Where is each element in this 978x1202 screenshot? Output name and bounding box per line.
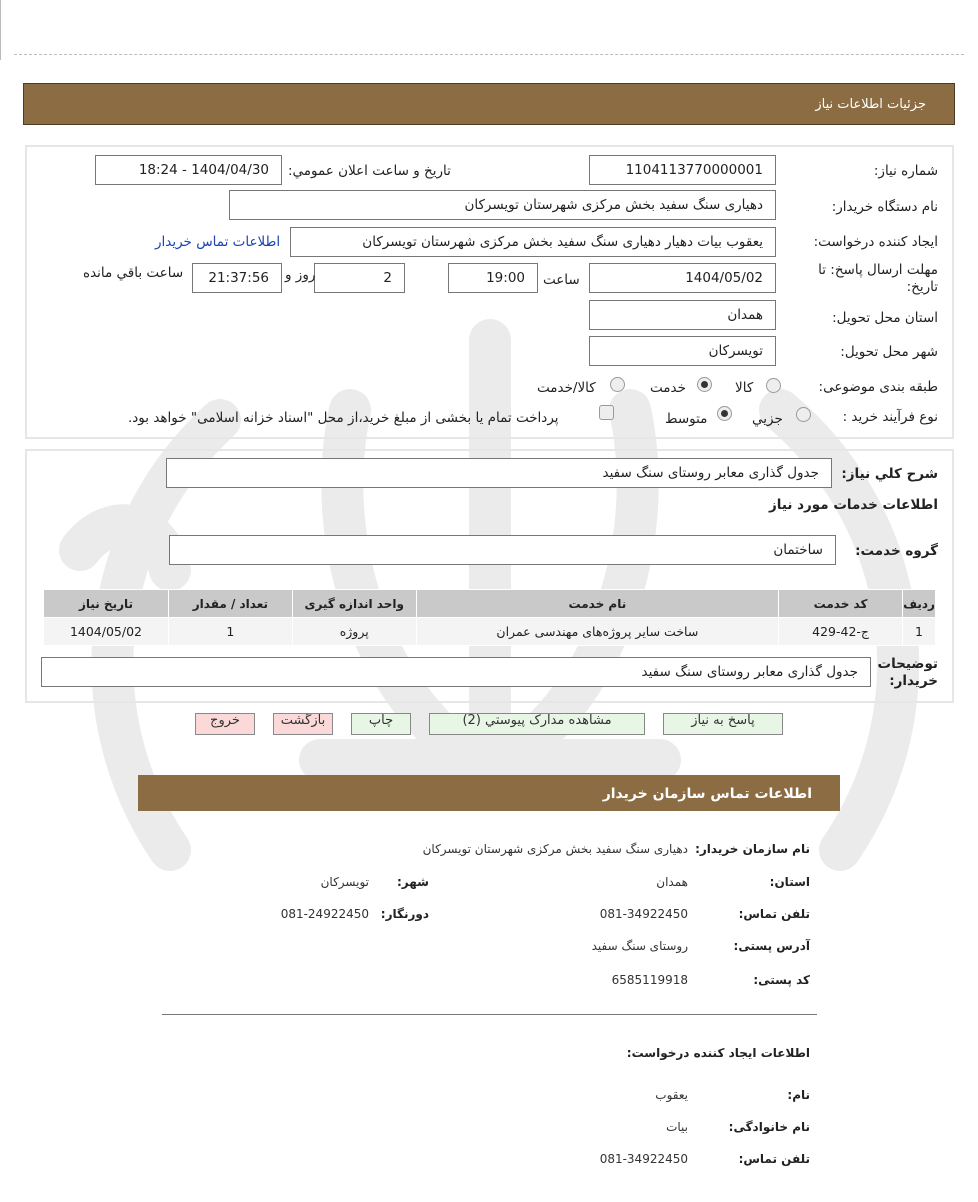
details-header: جزئیات اطلاعات نیاز xyxy=(23,83,955,125)
need-number-field: 1104113770000001 xyxy=(589,155,776,185)
creator-phone-value: 081-34922450 xyxy=(599,1152,688,1166)
col-quantity: تعداد / مقدار xyxy=(168,590,292,618)
services-table xyxy=(43,589,936,646)
deadline-time-field: 19:00 xyxy=(448,263,538,293)
city-label: شهر محل تحویل: xyxy=(840,344,938,360)
view-attachments-button[interactable]: مشاهده مدارک پیوستي (2) xyxy=(429,713,645,735)
services-section-title: اطلاعات خدمات مورد نیاز xyxy=(768,497,938,513)
days-label: روز و xyxy=(285,267,316,283)
contact-org-label: نام سازمان خریدار: xyxy=(695,842,810,856)
cell-row-number: 1 xyxy=(903,618,936,646)
process-radio-medium[interactable] xyxy=(717,406,732,421)
deadline-label-line1: مهلت ارسال پاسخ: تا xyxy=(818,262,938,278)
process-radio-minor[interactable] xyxy=(796,407,811,422)
province-field: همدان xyxy=(589,300,776,330)
creator-field: یعقوب بیات دهیار دهیاری سنگ سفید بخش مرکزی شهرستان تویسرکان xyxy=(290,227,776,257)
contact-phone-label: تلفن تماس: xyxy=(738,907,810,921)
buyer-org-label: نام دستگاه خریدار: xyxy=(831,199,938,215)
category-option-goods-service: کالا/خدمت xyxy=(537,380,596,396)
top-left-rule xyxy=(0,0,1,60)
col-need-date: تاریخ نیاز xyxy=(44,590,169,618)
cell-service-code: ج-42-429 xyxy=(779,618,903,646)
need-number-label: شماره نیاز: xyxy=(873,163,938,179)
creator-phone-label: تلفن تماس: xyxy=(738,1152,810,1166)
contact-address-label: آدرس پستی: xyxy=(733,939,810,953)
contact-city-label: شهر: xyxy=(397,875,429,889)
category-label: طبقه بندی موضوعی: xyxy=(818,379,938,395)
summary-field: جدول گذاری معابر روستای سنگ سفید xyxy=(166,458,832,488)
contact-fax-value: 081-24922450 xyxy=(280,907,369,921)
announce-datetime-label: تاریخ و ساعت اعلان عمومي: xyxy=(288,163,451,179)
creator-first-name-label: نام: xyxy=(787,1088,810,1102)
treasury-payment-note: پرداخت تمام یا بخشی از مبلغ خرید،از محل "اسناد خزانه اسلامی" خواهد بود. xyxy=(128,410,559,426)
deadline-date-field: 1404/05/02 xyxy=(589,263,776,293)
days-remaining-field: 2 xyxy=(314,263,405,293)
print-button[interactable]: چاپ xyxy=(351,713,411,735)
time-remaining-field: 21:37:56 xyxy=(192,263,282,293)
cell-need-date: 1404/05/02 xyxy=(44,618,169,646)
contact-postal-label: کد پستی: xyxy=(753,973,810,987)
deadline-label xyxy=(818,262,938,296)
category-option-goods: کالا xyxy=(735,380,754,396)
contact-org-value: دهیاری سنگ سفید بخش مرکزی شهرستان تویسرکان xyxy=(422,842,688,856)
back-button[interactable]: بازگشت xyxy=(273,713,333,735)
announce-datetime-field: 1404/04/30 - 18:24 xyxy=(95,155,282,185)
category-radio-service[interactable] xyxy=(697,377,712,392)
top-dashed-divider xyxy=(14,54,964,55)
cell-quantity: 1 xyxy=(168,618,292,646)
services-table-header xyxy=(44,590,936,618)
buyer-contact-header: اطلاعات تماس سازمان خریدار xyxy=(138,775,840,811)
creator-info-heading: اطلاعات ایجاد کننده درخواست: xyxy=(626,1046,810,1060)
service-group-label: گروه خدمت: xyxy=(855,543,938,559)
reply-button[interactable]: پاسخ به نیاز xyxy=(663,713,783,735)
contact-phone-value: 081-34922450 xyxy=(599,907,688,921)
buyer-notes-label-line1: توضیحات xyxy=(877,656,938,672)
contact-address-value: روستای سنگ سفید xyxy=(591,939,688,953)
summary-label: شرح کلي نیاز: xyxy=(841,466,938,482)
contact-province-value: همدان xyxy=(656,875,688,889)
city-field: تویسرکان xyxy=(589,336,776,366)
process-option-minor: جزیي xyxy=(752,411,783,427)
buyer-org-field: دهیاری سنگ سفید بخش مرکزی شهرستان تویسرکان xyxy=(229,190,776,220)
creator-last-name-label: نام خانوادگی: xyxy=(728,1120,810,1134)
cell-service-name: ساخت سایر پروژه‌های مهندسی عمران xyxy=(416,618,778,646)
deadline-time-label: ساعت xyxy=(543,272,580,288)
time-remaining-label: ساعت باقي مانده xyxy=(83,265,184,281)
buyer-contact-link[interactable]: اطلاعات تماس خریدار xyxy=(155,234,281,250)
exit-button[interactable]: خروج xyxy=(195,713,255,735)
process-option-medium: متوسط xyxy=(665,411,708,427)
category-radio-goods-service[interactable] xyxy=(610,377,625,392)
creator-first-name-value: یعقوب xyxy=(655,1088,688,1102)
col-service-code: کد خدمت xyxy=(779,590,903,618)
col-service-name: نام خدمت xyxy=(416,590,778,618)
contact-province-label: استان: xyxy=(769,875,810,889)
process-type-label: نوع فرآیند خرید : xyxy=(842,409,938,425)
category-option-service: خدمت xyxy=(650,380,686,396)
col-unit: واحد اندازه گیری xyxy=(292,590,416,618)
buyer-notes-field: جدول گذاری معابر روستای سنگ سفید xyxy=(41,657,871,687)
treasury-payment-checkbox[interactable] xyxy=(599,405,614,420)
buyer-notes-label-line2: خریدار: xyxy=(889,673,938,689)
cell-unit: پروژه xyxy=(292,618,416,646)
col-row-number: ردیف xyxy=(903,590,936,618)
service-group-field: ساختمان xyxy=(169,535,836,565)
table-row xyxy=(44,618,936,646)
category-radio-goods[interactable] xyxy=(766,378,781,393)
creator-label: ایجاد کننده درخواست: xyxy=(813,234,938,250)
contact-postal-value: 6585119918 xyxy=(611,973,688,987)
creator-last-name-value: بیات xyxy=(666,1120,688,1134)
province-label: استان محل تحویل: xyxy=(832,310,938,326)
contact-fax-label: دورنگار: xyxy=(380,907,429,921)
buyer-notes-label xyxy=(878,656,938,690)
deadline-label-line2: تاریخ: xyxy=(906,279,938,295)
contact-divider xyxy=(162,1014,817,1015)
contact-city-value: تویسرکان xyxy=(320,875,369,889)
